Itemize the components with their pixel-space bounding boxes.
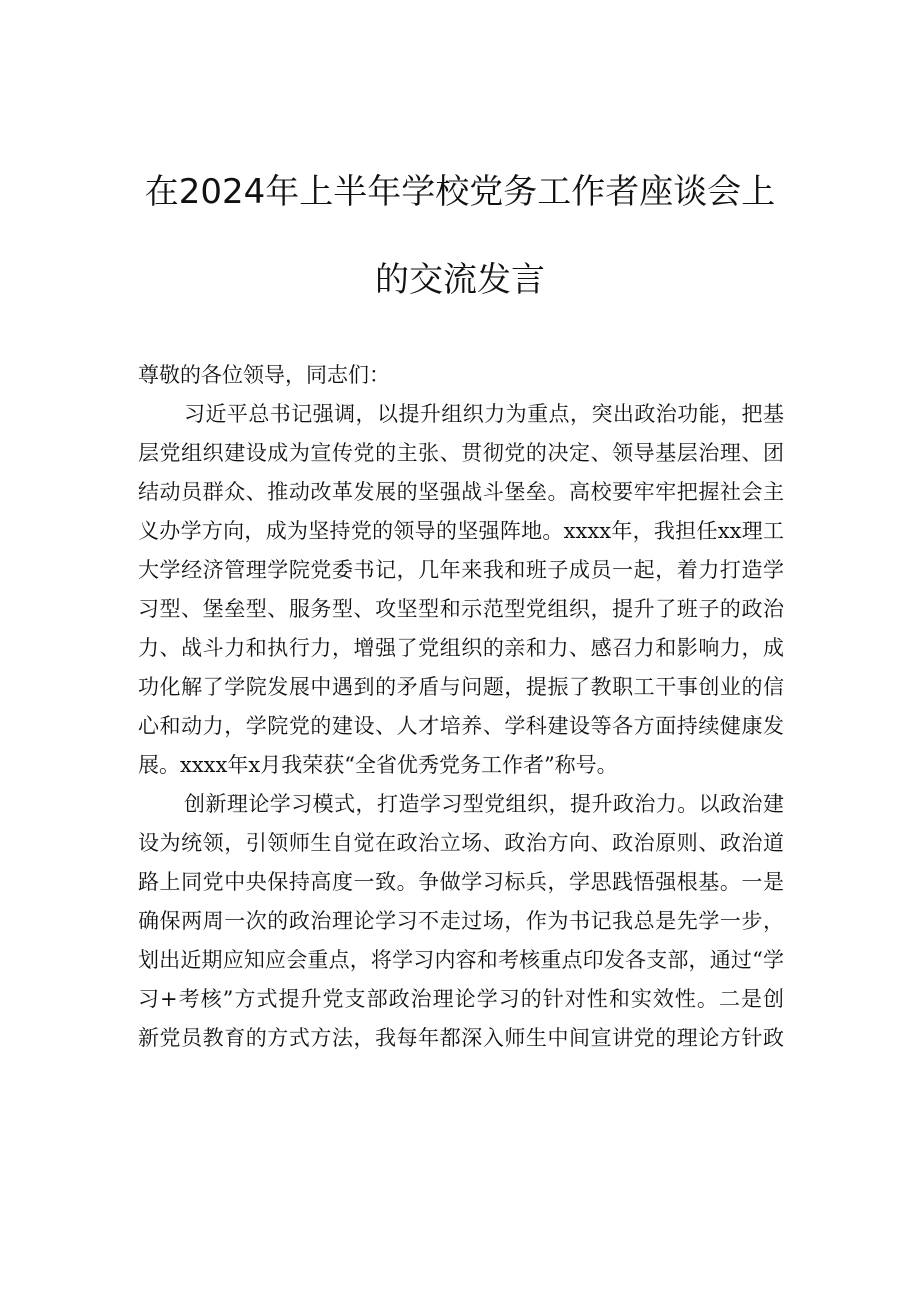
paragraph-line: 习+考核”方式提升党支部政治理论学习的针对性和实效性。二是创: [138, 987, 784, 1011]
paragraph-line: 大学经济管理学院党委书记，几年来我和班子成员一起，着力打造学: [138, 558, 784, 582]
paragraph-line: 设为统领，引领师生自觉在政治立场、政治方向、政治原则、政治道: [138, 831, 784, 855]
paragraph-line: 新党员教育的方式方法，我每年都深入师生中间宣讲党的理论方针政: [138, 1026, 784, 1050]
document-title-line-1: 在2024年上半年学校党务工作者座谈会上: [144, 172, 776, 212]
paragraph-line: 创新理论学习模式，打造学习型党组织，提升政治力。以政治建: [184, 792, 784, 816]
paragraph-2: [138, 785, 784, 1058]
paragraph-line: 力、战斗力和执行力，增强了党组织的亲和力、感召力和影响力，成: [138, 636, 784, 660]
paragraph-line: 习型、堡垒型、服务型、攻坚型和示范型党组织，提升了班子的政治: [138, 597, 784, 621]
paragraph-line: 义办学方向，成为坚持党的领导的坚强阵地。xxxx年，我担任xx理工: [138, 519, 784, 543]
salutation: 尊敬的各位领导，同志们：: [138, 363, 390, 387]
document-body: [138, 356, 784, 1058]
paragraph-line: 心和动力，学院党的建设、人才培养、学科建设等各方面持续健康发: [138, 714, 784, 738]
paragraph-line: 功化解了学院发展中遇到的矛盾与问题，提振了教职工干事创业的信: [138, 675, 784, 699]
document-title-line-2: 的交流发言: [375, 260, 545, 300]
paragraph-line: 习近平总书记强调，以提升组织力为重点，突出政治功能，把基: [184, 402, 784, 426]
paragraph-line: 路上同党中央保持高度一致。争做学习标兵，学思践悟强根基。一是: [138, 870, 784, 894]
paragraph-line: 划出近期应知应会重点，将学习内容和考核重点印发各支部，通过“学: [138, 948, 784, 972]
paragraph-1: [138, 395, 784, 785]
paragraph-line: 结动员群众、推动改革发展的坚强战斗堡垒。高校要牢牢把握社会主: [138, 480, 784, 504]
paragraph-line: 确保两周一次的政治理论学习不走过场，作为书记我总是先学一步，: [138, 909, 784, 933]
paragraph-line: 展。xxxx年x月我荣获“全省优秀党务工作者”称号。: [138, 753, 618, 777]
paragraph-line: 层党组织建设成为宣传党的主张、贯彻党的决定、领导基层治理、团: [138, 441, 784, 465]
